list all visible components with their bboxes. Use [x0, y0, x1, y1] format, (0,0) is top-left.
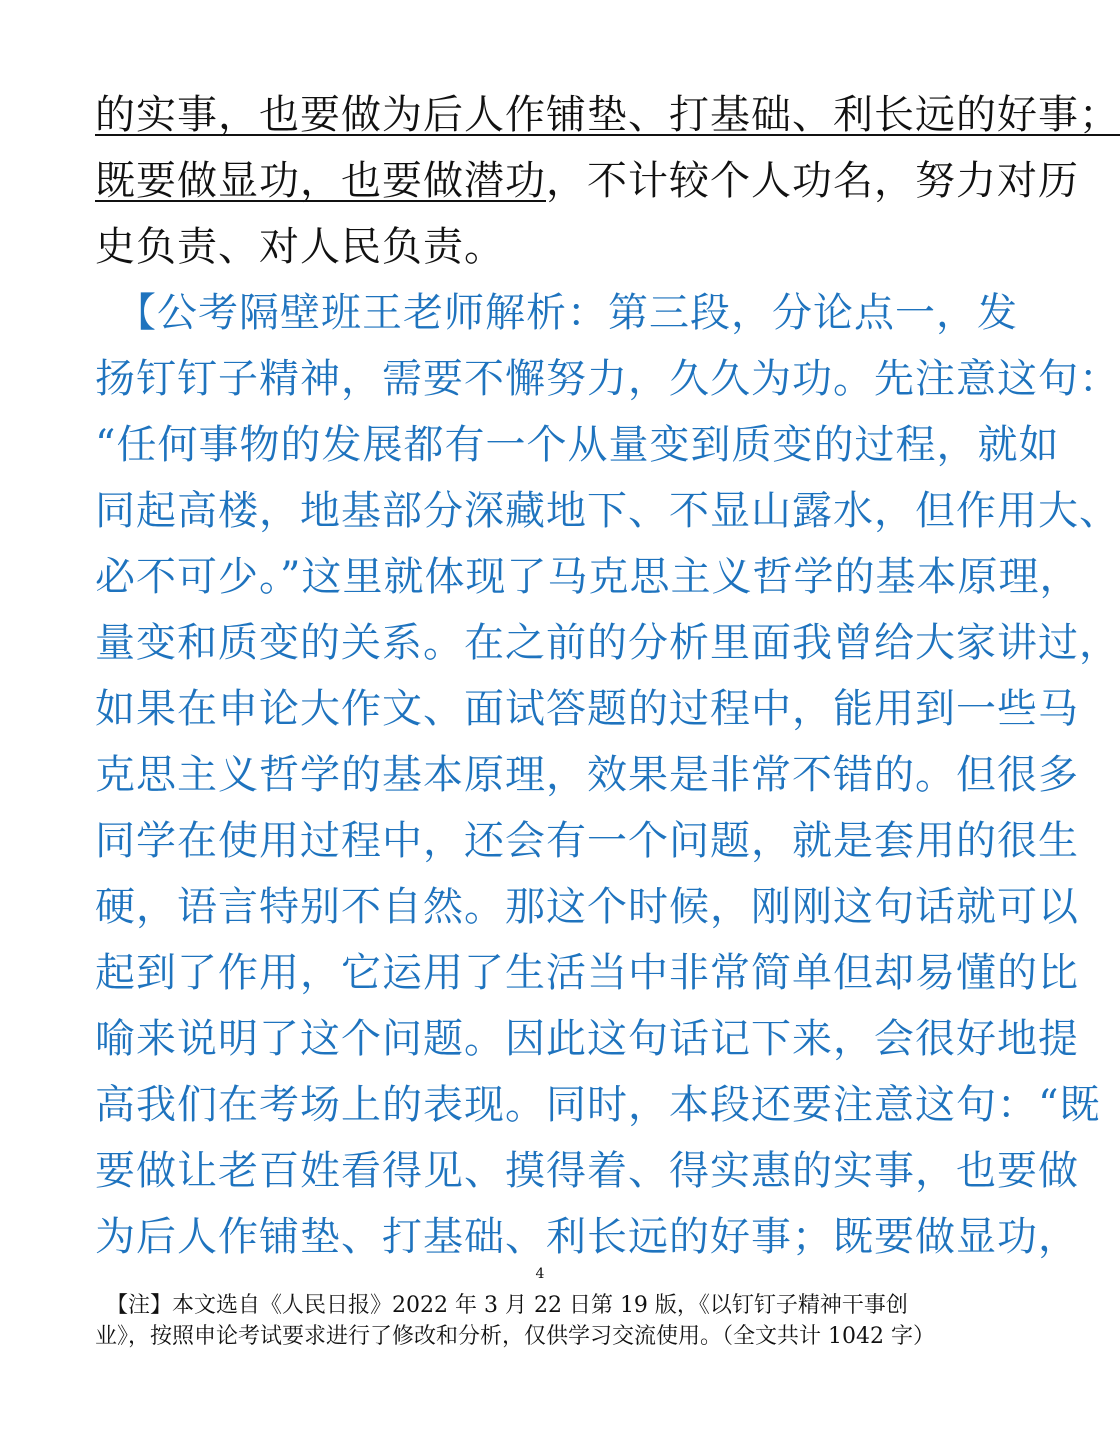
analysis-line-10: 硬，语言特别不自然。那这个时候，刚刚这句话就可以	[95, 884, 1079, 930]
page-number: 4	[535, 1266, 545, 1282]
analysis-line-3: “任何事物的发展都有一个从量变到质变的过程，就如	[95, 422, 1060, 468]
body-line-2	[95, 148, 1079, 214]
footnote-line-2: 业》，按照申论考试要求进行了修改和分析，仅供学习交流使用。（全文共计 1042 字）	[95, 1324, 935, 1349]
analysis-line-6: 量变和质变的关系。在之前的分析里面我曾给大家讲过，	[95, 620, 1120, 666]
analysis-line-4: 同起高楼，地基部分深藏地下、不显山露水，但作用大、	[95, 488, 1120, 534]
analysis-line-11: 起到了作用，它运用了生活当中非常简单但却易懂的比	[95, 950, 1079, 996]
analysis-line-8: 克思主义哲学的基本原理，效果是非常不错的。但很多	[95, 752, 1079, 798]
analysis-line-2: 扬钉钉子精神，需要不懈努力，久久为功。先注意这句：	[95, 356, 1120, 402]
body-line-2-rest: ，不计较个人功名，努力对历	[546, 158, 1079, 204]
analysis-line-5: 必不可少。”这里就体现了马克思主义哲学的基本原理，	[95, 554, 1081, 600]
analysis-line-9: 同学在使用过程中，还会有一个问题，就是套用的很生	[95, 818, 1079, 864]
body-line-1	[95, 82, 1120, 148]
analysis-line-13: 高我们在考场上的表现。同时，本段还要注意这句：“既	[95, 1082, 1101, 1128]
analysis-line-12: 喻来说明了这个问题。因此这句话记下来，会很好地提	[95, 1016, 1079, 1062]
underlined-text-1: 的实事，也要做为后人作铺垫、打基础、利长远的好事；	[95, 92, 1120, 138]
body-line-3: 史负责、对人民负责。	[95, 224, 505, 270]
analysis-line-1: 【公考隔壁班王老师解析：第三段，分论点一，发	[95, 290, 1018, 336]
analysis-line-14: 要做让老百姓看得见、摸得着、得实惠的实事，也要做	[95, 1148, 1079, 1194]
underlined-text-2: 既要做显功，也要做潜功	[95, 158, 546, 204]
footnote-line-1: 【注】本文选自《人民日报》2022 年 3 月 22 日第 19 版，《以钉钉子精神干事创	[95, 1293, 908, 1318]
analysis-line-15: 为后人作铺垫、打基础、利长远的好事；既要做显功，	[95, 1214, 1079, 1260]
analysis-line-7: 如果在申论大作文、面试答题的过程中，能用到一些马	[95, 686, 1079, 732]
